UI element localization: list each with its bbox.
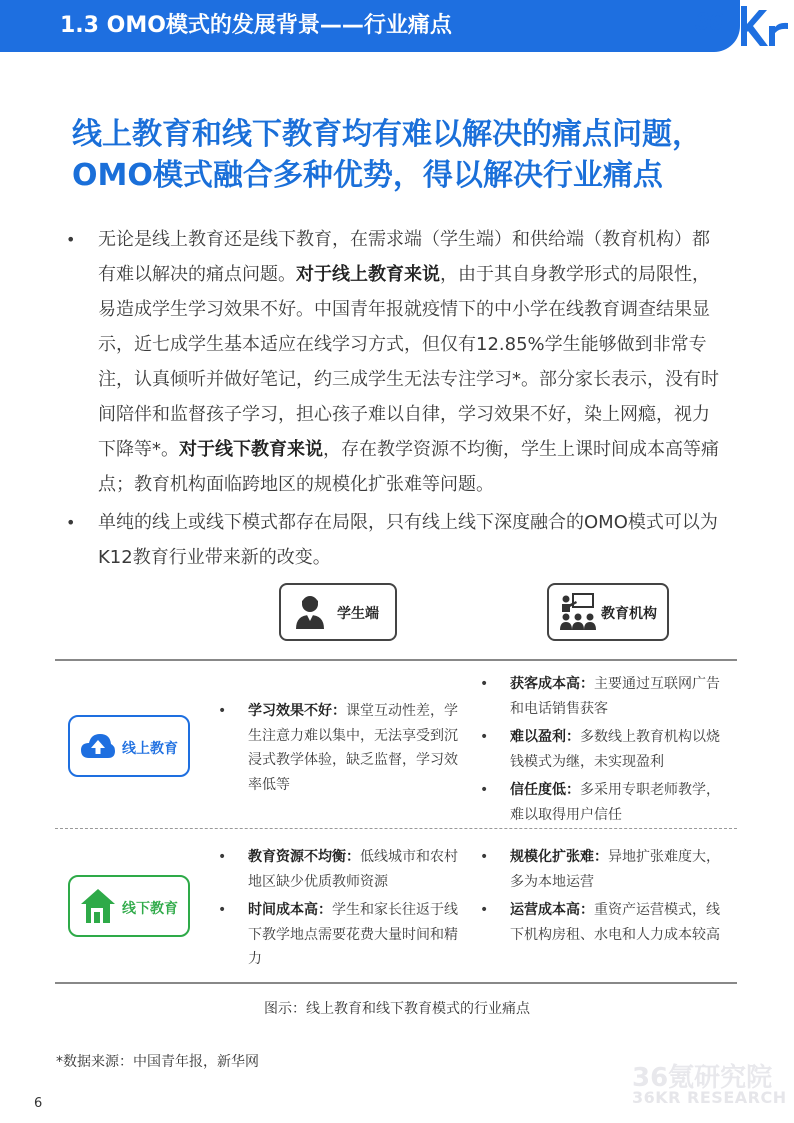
table-row-divider xyxy=(55,828,737,829)
item-text: 重资产运营模式，线下机构房租、水电和人力成本较高 xyxy=(510,902,720,943)
bullet-emphasis: 对于线下教育来说 xyxy=(179,439,323,460)
bullet-list xyxy=(66,222,726,575)
figure-caption: 图示：线上教育和线下教育模式的行业痛点 xyxy=(264,1001,530,1017)
cell-online-student xyxy=(218,699,458,797)
svg-text:36: 36 xyxy=(695,8,723,36)
bullet-item xyxy=(66,505,726,575)
item-text: 学生和家长往返于线下教学地点需要花费大量时间和精力 xyxy=(248,902,458,967)
watermark-cn: 36氪研究院 xyxy=(632,1063,773,1093)
headline xyxy=(72,114,762,196)
header-bar xyxy=(0,0,740,52)
row-label-text: 线上教育 xyxy=(122,741,178,757)
item-text: 多数线上教育机构以烧钱模式为继，未实现盈利 xyxy=(510,729,720,770)
item-title: 难以盈利： xyxy=(510,729,580,745)
table-top-rule xyxy=(55,659,737,661)
bullet-text: ，存在教学资源不均衡，学生上课时间成本高等痛点；教育机构面临跨地区的规模化扩张难等问题。 xyxy=(98,439,719,495)
bullet-item xyxy=(66,222,726,502)
page-title: 1.3 OMO模式的发展背景——行业痛点 xyxy=(60,13,452,38)
item-text: 低线城市和农村地区缺少优质教师资源 xyxy=(248,849,458,890)
cell-offline-institution xyxy=(480,845,728,947)
student-icon xyxy=(293,593,327,631)
headline-line-2: OMO模式融合多种优势，得以解决行业痛点 xyxy=(72,158,663,193)
list-item: • 信任度低：多采用专职老师教学，难以取得用户信任 xyxy=(480,782,720,823)
column-header-institution xyxy=(547,583,669,641)
item-title: 运营成本高： xyxy=(510,902,594,918)
data-source-note: *数据来源：中国青年报，新华网 xyxy=(56,1054,259,1070)
bullet-text: ，由于其自身教学形式的局限性，易造成学生学习效果不好。中国青年报就疫情下的中小学在线教育调查结果显示，近七成学生基本适应在线学习方式，但仅有12.85%学生能够做到非常专注，认真倾听并做好笔记，约三成学生无法专注学习*。部分家长表示，没有时间陪伴和监督孩子学习，担心孩子难以自律，学习效果不好，染上网瘾，视力下降等*。 xyxy=(98,264,719,460)
cloud-upload-icon xyxy=(80,731,116,761)
bullet-text: 单纯的线上或线下模式都存在局限，只有线上线下深度融合的OMO模式可以为K12教育行业带来新的改变。 xyxy=(98,512,718,568)
item-text: 异地扩张难度大，多为本地运营 xyxy=(510,849,720,890)
column-header-label: 教育机构 xyxy=(601,606,657,622)
list-item: • 时间成本高：学生和家长往返于线下教学地点需要花费大量时间和精力 xyxy=(218,902,458,967)
item-title: 信任度低： xyxy=(510,782,580,798)
table-bottom-rule xyxy=(55,982,737,984)
item-text: 多采用专职老师教学，难以取得用户信任 xyxy=(510,782,720,823)
item-text: 课堂互动性差，学生注意力难以集中，无法享受到沉浸式教学体验，缺乏监督，学习效率低等 xyxy=(248,703,458,793)
page-number: 6 xyxy=(34,1096,43,1111)
house-icon xyxy=(80,887,116,925)
headline-line-1: 线上教育和线下教育均有难以解决的痛点问题， xyxy=(72,117,702,152)
classroom-icon xyxy=(559,592,597,632)
list-item: • 运营成本高：重资产运营模式，线下机构房租、水电和人力成本较高 xyxy=(480,902,720,943)
item-title: 规模化扩张难： xyxy=(510,849,608,865)
row-label-text: 线下教育 xyxy=(122,901,178,917)
bullet-marker: • xyxy=(66,513,76,532)
item-text: 主要通过互联网广告和电话销售获客 xyxy=(510,676,720,717)
bullet-text: 无论是线上教育还是线下教育，在需求端（学生端）和供给端（教育机构）都有难以解决的痛点问题。 xyxy=(98,229,710,285)
bullet-marker: • xyxy=(66,230,76,249)
watermark-en: 36KR RESEARCH xyxy=(632,1088,787,1107)
list-item: • 学习效果不好：课堂互动性差，学生注意力难以集中，无法享受到沉浸式教学体验，缺乏监督，学习效率低等 xyxy=(218,703,458,793)
item-title: 学习效果不好： xyxy=(248,703,346,719)
cell-online-institution xyxy=(480,672,728,827)
brand-logo xyxy=(693,0,794,52)
row-label-offline xyxy=(68,875,190,937)
item-title: 获客成本高： xyxy=(510,676,594,692)
item-title: 教育资源不均衡： xyxy=(248,849,360,865)
cell-offline-student xyxy=(218,845,458,972)
list-item: • 规模化扩张难：异地扩张难度大，多为本地运营 xyxy=(480,849,720,890)
list-item: • 教育资源不均衡：低线城市和农村地区缺少优质教师资源 xyxy=(218,849,458,890)
bullet-emphasis: 对于线上教育来说 xyxy=(296,264,440,285)
list-item: • 获客成本高：主要通过互联网广告和电话销售获客 xyxy=(480,676,720,717)
column-header-label: 学生端 xyxy=(337,606,379,622)
column-header-student xyxy=(279,583,397,641)
item-title: 时间成本高： xyxy=(248,902,332,918)
list-item: • 难以盈利：多数线上教育机构以烧钱模式为继，未实现盈利 xyxy=(480,729,720,770)
row-label-online xyxy=(68,715,190,777)
